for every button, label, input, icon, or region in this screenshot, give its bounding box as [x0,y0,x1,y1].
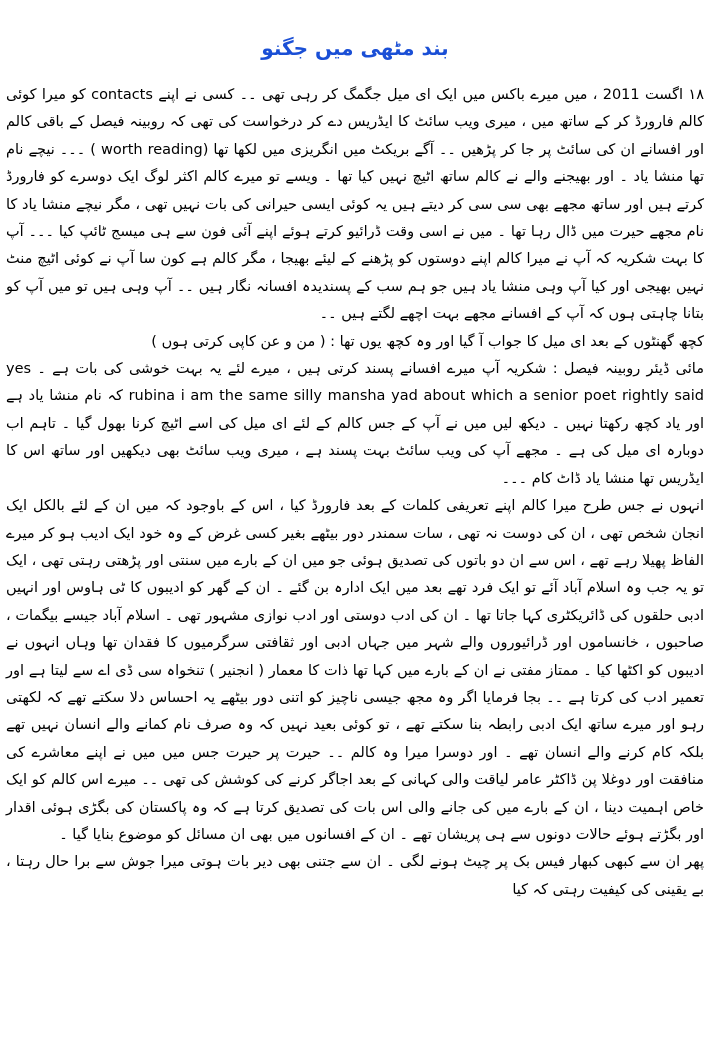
article-body [6,82,704,904]
paragraph-3: مائی ڈیئر روبینہ فیصل : شکریہ آپ میرے افسانے پسند کرتی ہیں ، میرے لئے یہ بہت خوشی کی بات ہے ۔ yes rubina i am the same silly mansha yad about which a senior poet rightly said کہ نام منشا یاد ہے اور یاد کچھ رکھتا نہیں ۔ دیکھ لیں میں نے آپ کے جس کالم کے لئے ای میل کی اسے اٹیچ کرنا بھول گیا ۔ تاہم اب دوبارہ ای میل کی ہے ۔ مجھے آپ کی ویب سائٹ بہت پسند ہے ، میری ویب سائٹ بھی دیکھیں اور ساتھ اس کا ایڈریس تھا منشا یاد ڈاٹ کام ۔۔۔ [6,361,704,487]
paragraph-2: کچھ گھنٹوں کے بعد ای میل کا جواب آ گیا اور وہ کچھ یوں تھا : ( من و عن کاپی کرتی ہوں ) [151,333,704,350]
paragraph-5: پھر ان سے کبھی کبھار فیس بک پر چیٹ ہونے لگی ۔ ان سے جتنی بھی دیر بات ہوتی میرا جوش سے برا حال رہتا ، بے یقینی کی کیفیت رہتی کہ کیا [6,854,704,898]
paragraph-4: انہوں نے جس طرح میرا کالم اپنے تعریفی کلمات کے بعد فارورڈ کیا ، اس کے باوجود کہ میں ان کے لئے بالکل ایک انجان شخص تھی ، ان کی دوست نہ تھی ، سات سمندر دور بیٹھے بغیر کسی غرض کے وہ خود ایک ادیب ہو کر میرے الفاظ پھیلا رہے تھے ، اس سے ان دو باتوں کی تصدیق ہوئی جو میں ان کے بارے میں سنتی اور پڑھتی رہتی تھی ، ایک تو یہ جب وہ اسلام آباد آئے تو ایک فرد تھے بعد میں ایک ادارہ بن گئے ۔ ان کے گھر کو ادیبوں کا ٹی ہاوس اور انہیں ادبی حلقوں کی ڈائریکٹری کہا جاتا تھا ۔ ان کی ادب دوستی اور ادب نوازی مشہور تھی ۔ اسلام آباد جیسے بیگمات ، صاحبوں ، خانساموں اور ڈرائیوروں والے شہر میں جہاں ادبی اور ثقافتی سرگرمیوں کا فقدان تھا وہاں انہوں نے ادیبوں کو اکٹھا کیا ۔ ممتاز مفتی نے ان کے بارے میں کہا تھا ذات کا معمار ( انجنیر ) تنخواہ سی ڈی اے سے لیتا ہے اور تعمیر ادب کی کرتا ہے ۔۔ بجا فرمایا اگر وہ مجھ جیسی ناچیز کو اتنی دور بیٹھے یہ احساس دلا سکتے تھے کہ لکھتی رہو اور میرے ساتھ ایک ادبی رابطہ بنا سکتے تھے ، تو کوئی بعید نہیں کہ وہ صرف نام کمانے والے انسان نہیں تھے بلکہ کام کرنے والے انسان تھے ۔ اور دوسرا میرا وہ کالم ۔۔ حیرت پر حیرت جس میں میں نے اپنے معاشرے کی منافقت اور دوغلا پن ڈاکٹر عامر لیاقت والی کہانی کے بعد اجاگر کرنے کی کوشش کی تھی ۔۔ میرے اس کالم کو ایک خاص اہمیت دینا ، ان کے بارے میں کی جانے والی اس بات کی تصدیق کرتا ہے کہ وہ پاکستان کی بگڑی ہوئی اقدار اور بگڑتے ہوئے حالات دونوں سے ہی پریشان تھے ۔ ان کے افسانوں میں بھی ان مسائل کو موضوع بنایا گیا ۔ [6,498,704,843]
paragraph-1: ۱۸ اگست 2011 ، میں میرے باکس میں ایک ای میل جگمگ کر رہی تھی ۔۔ کسی نے اپنے contacts کو میرا کوئی کالم فارورڈ کر کے ساتھ میں ، میری ویب سائٹ کا ایڈریس دے کر درخواست کی تھی کہ روبینہ فیصل کے باقی کالم اور افسانے ان کی سائٹ پر جا کر پڑھیں ۔۔ آگے بریکٹ میں انگریزی میں لکھا تھا (worth reading ) ۔۔۔ نیچے نام تھا منشا یاد ۔ اور بھیجنے والے نے کالم ساتھ اٹیچ نہیں کیا تھا ۔ ویسے تو میرے کالم اکثر لوگ ایک دوسرے کو فارورڈ کرتے ہیں اور ساتھ مجھے بھی سی سی کر دیتے ہیں یہ کوئی ایسی حیرانی کی بات نہیں تھی ، مگر نیچے منشا یاد کا نام مجھے حیرت میں ڈال رہا تھا ۔ میں نے اسی وقت ڈرائیو کرتے ہوئے اپنے آئی فون سے ہی میسج ٹائپ کیا ۔۔۔ آپ کا بہت شکریہ کہ آپ نے میرا کالم اپنے دوستوں کو پڑھنے کے لیئے بھیجا ، مگر کالم ہے کون سا آپ نے کوئی اٹیچ منٹ نہیں بھیجی اور کیا آپ وہی منشا یاد ہیں جو ہم سب کے پسندیدہ افسانہ نگار ہیں ۔۔ آپ وہی ہیں تو میں آپ کو بتانا چاہتی ہوں کہ آپ کے افسانے مجھے بہت اچھے لگتے ہیں ۔۔ [6,87,704,323]
page-title: بند مٹھی میں جگنو [261,36,449,60]
